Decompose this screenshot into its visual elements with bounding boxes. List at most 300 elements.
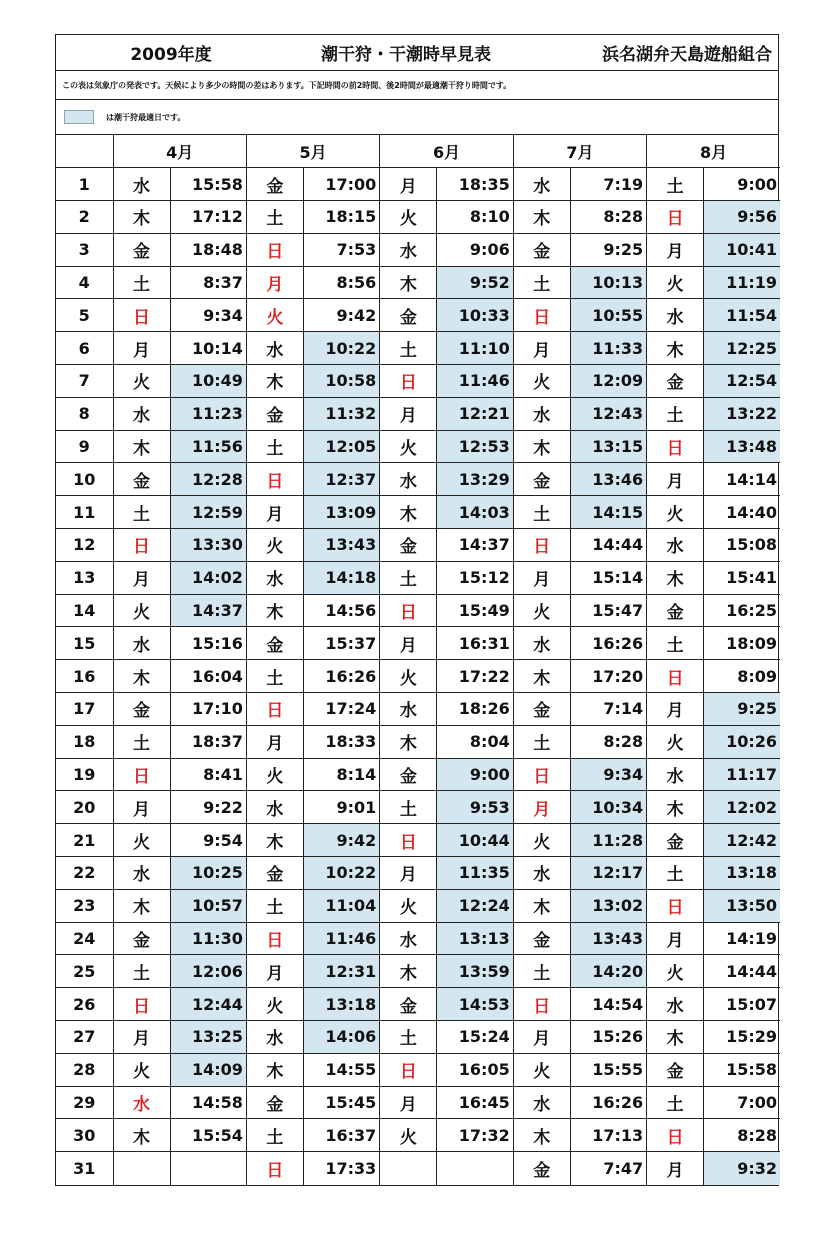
low-tide-time-optimal: 12:37 [303,463,379,496]
low-tide-time: 15:58 [704,1053,780,1086]
low-tide-time-optimal: 10:13 [570,266,646,299]
low-tide-time-optimal: 11:56 [170,430,246,463]
weekday-cell: 木 [380,725,437,758]
day-number: 25 [56,955,113,988]
weekday-cell: 金 [513,1152,570,1185]
weekday-cell: 金 [647,1053,704,1086]
weekday-cell: 木 [647,332,704,365]
weekday-cell: 金 [647,594,704,627]
low-tide-time: 8:10 [437,201,513,234]
table-row [56,660,780,693]
low-tide-time: 8:09 [704,660,780,693]
low-tide-time: 8:37 [170,266,246,299]
weekday-cell: 金 [380,299,437,332]
low-tide-time-optimal: 12:06 [170,955,246,988]
table-row [56,758,780,791]
low-tide-time [437,1152,513,1185]
low-tide-time-optimal: 10:57 [170,889,246,922]
weekday-cell: 日 [113,529,170,562]
weekday-cell: 火 [246,299,303,332]
weekday-cell: 水 [647,299,704,332]
weekday-cell [113,1152,170,1185]
month-header: 5月 [246,135,379,168]
weekday-cell: 水 [113,168,170,201]
weekday-cell: 金 [113,463,170,496]
table-row [56,627,780,660]
low-tide-time-optimal: 14:02 [170,561,246,594]
low-tide-time-optimal: 12:05 [303,430,379,463]
weekday-cell: 土 [647,168,704,201]
weekday-cell: 月 [513,332,570,365]
low-tide-time: 8:28 [570,201,646,234]
low-tide-time-optimal: 11:17 [704,758,780,791]
weekday-cell: 木 [513,889,570,922]
low-tide-time-optimal: 12:21 [437,397,513,430]
day-number: 22 [56,857,113,890]
weekday-cell: 土 [513,266,570,299]
weekday-cell: 火 [513,365,570,398]
weekday-cell: 日 [513,758,570,791]
low-tide-time: 14:58 [170,1086,246,1119]
low-tide-time-optimal: 13:02 [570,889,646,922]
low-tide-time-optimal: 11:33 [570,332,646,365]
low-tide-time: 18:48 [170,233,246,266]
weekday-cell: 月 [246,266,303,299]
low-tide-time-optimal: 14:18 [303,561,379,594]
weekday-cell: 月 [380,1086,437,1119]
weekday-cell: 金 [647,824,704,857]
weekday-cell: 水 [113,1086,170,1119]
day-number: 5 [56,299,113,332]
low-tide-time: 18:26 [437,693,513,726]
weekday-cell: 土 [113,725,170,758]
low-tide-time: 15:16 [170,627,246,660]
table-row [56,1152,780,1185]
weekday-cell: 火 [647,496,704,529]
low-tide-time-optimal: 13:43 [570,922,646,955]
weekday-cell: 水 [113,397,170,430]
weekday-cell: 金 [246,1086,303,1119]
weekday-cell: 日 [513,299,570,332]
low-tide-time: 8:14 [303,758,379,791]
weekday-cell: 月 [246,725,303,758]
weekday-cell: 日 [246,922,303,955]
weekday-cell: 日 [647,430,704,463]
weekday-cell: 金 [246,168,303,201]
low-tide-time: 14:44 [704,955,780,988]
low-tide-time: 15:12 [437,561,513,594]
weekday-cell: 土 [246,660,303,693]
low-tide-time: 15:29 [704,1021,780,1054]
table-row [56,397,780,430]
low-tide-time: 7:47 [570,1152,646,1185]
low-tide-time: 18:35 [437,168,513,201]
weekday-cell: 日 [380,365,437,398]
tide-table [56,135,780,1185]
table-row [56,1021,780,1054]
table-row [56,463,780,496]
low-tide-time-optimal: 13:13 [437,922,513,955]
low-tide-time: 17:33 [303,1152,379,1185]
low-tide-time: 17:10 [170,693,246,726]
weekday-cell: 金 [513,922,570,955]
low-tide-time: 18:37 [170,725,246,758]
weekday-cell: 木 [113,660,170,693]
weekday-cell: 金 [246,857,303,890]
table-row [56,725,780,758]
weekday-cell: 月 [513,791,570,824]
weekday-cell: 水 [246,332,303,365]
low-tide-time: 8:28 [570,725,646,758]
weekday-cell: 土 [246,1119,303,1152]
low-tide-time: 17:32 [437,1119,513,1152]
weekday-cell: 木 [246,594,303,627]
day-number: 12 [56,529,113,562]
weekday-cell: 水 [380,693,437,726]
weekday-cell: 金 [647,365,704,398]
low-tide-time: 14:56 [303,594,379,627]
low-tide-time-optimal: 13:46 [570,463,646,496]
table-row [56,168,780,201]
weekday-cell: 日 [647,201,704,234]
table-row [56,791,780,824]
low-tide-time-optimal: 12:09 [570,365,646,398]
weekday-cell: 土 [113,266,170,299]
low-tide-time-optimal: 10:25 [170,857,246,890]
low-tide-time: 17:24 [303,693,379,726]
low-tide-time-optimal: 13:25 [170,1021,246,1054]
day-number: 29 [56,1086,113,1119]
weekday-cell [380,1152,437,1185]
table-row [56,266,780,299]
weekday-cell: 木 [113,1119,170,1152]
low-tide-time: 9:54 [170,824,246,857]
low-tide-time-optimal: 13:18 [303,988,379,1021]
weekday-cell: 日 [113,988,170,1021]
note-row [56,71,778,100]
low-tide-time-optimal: 13:30 [170,529,246,562]
weekday-cell: 金 [513,233,570,266]
low-tide-time-optimal: 12:17 [570,857,646,890]
day-number: 18 [56,725,113,758]
day-number: 10 [56,463,113,496]
low-tide-time: 14:44 [570,529,646,562]
table-row [56,529,780,562]
weekday-cell: 日 [647,889,704,922]
low-tide-time: 15:58 [170,168,246,201]
weekday-cell: 水 [246,561,303,594]
weekday-cell: 水 [647,988,704,1021]
weekday-cell: 土 [380,1021,437,1054]
weekday-cell: 水 [380,463,437,496]
low-tide-time-optimal: 11:54 [704,299,780,332]
weekday-cell: 水 [113,627,170,660]
weekday-cell: 火 [246,988,303,1021]
low-tide-time: 17:20 [570,660,646,693]
low-tide-time: 17:22 [437,660,513,693]
table-row [56,594,780,627]
low-tide-time: 7:14 [570,693,646,726]
weekday-cell: 月 [513,1021,570,1054]
low-tide-time-optimal: 11:30 [170,922,246,955]
weekday-cell: 金 [380,529,437,562]
low-tide-time-optimal: 10:34 [570,791,646,824]
weekday-cell: 月 [647,1152,704,1185]
low-tide-time: 8:41 [170,758,246,791]
low-tide-time: 15:37 [303,627,379,660]
low-tide-time-optimal: 13:48 [704,430,780,463]
weekday-cell: 火 [380,1119,437,1152]
day-number: 8 [56,397,113,430]
low-tide-time-optimal: 9:53 [437,791,513,824]
weekday-cell: 日 [647,1119,704,1152]
weekday-cell: 火 [647,725,704,758]
day-number: 7 [56,365,113,398]
table-row [56,365,780,398]
low-tide-time: 16:26 [570,627,646,660]
table-row [56,988,780,1021]
day-number: 19 [56,758,113,791]
weekday-cell: 月 [647,233,704,266]
low-tide-time: 15:14 [570,561,646,594]
weekday-cell: 月 [380,857,437,890]
low-tide-time: 15:26 [570,1021,646,1054]
weekday-cell: 月 [647,922,704,955]
weekday-cell: 火 [246,529,303,562]
low-tide-time-optimal: 10:33 [437,299,513,332]
low-tide-time: 9:34 [170,299,246,332]
day-number: 15 [56,627,113,660]
weekday-cell: 木 [647,561,704,594]
day-number: 11 [56,496,113,529]
low-tide-time-optimal: 9:34 [570,758,646,791]
low-tide-time-optimal: 14:53 [437,988,513,1021]
low-tide-time: 15:08 [704,529,780,562]
weekday-cell: 土 [647,857,704,890]
table-row [56,233,780,266]
low-tide-time: 9:42 [303,299,379,332]
low-tide-time: 16:26 [570,1086,646,1119]
weekday-cell: 木 [513,430,570,463]
weekday-cell: 火 [113,1053,170,1086]
low-tide-time-optimal: 9:00 [437,758,513,791]
weekday-cell: 火 [380,430,437,463]
low-tide-time-optimal: 9:42 [303,824,379,857]
weekday-cell: 土 [246,430,303,463]
low-tide-time-optimal: 11:23 [170,397,246,430]
low-tide-time: 9:06 [437,233,513,266]
day-number: 26 [56,988,113,1021]
day-number: 16 [56,660,113,693]
weekday-cell: 土 [647,627,704,660]
weekday-cell: 木 [380,496,437,529]
table-row [56,561,780,594]
weekday-cell: 日 [246,233,303,266]
low-tide-time: 14:19 [704,922,780,955]
table-row [56,1119,780,1152]
weekday-cell: 月 [647,463,704,496]
low-tide-time: 7:53 [303,233,379,266]
legend-label: は潮干狩最適日です。 [106,112,186,122]
weekday-cell: 日 [113,758,170,791]
weekday-cell: 月 [380,168,437,201]
table-row [56,1086,780,1119]
weekday-cell: 土 [246,201,303,234]
weekday-cell: 土 [380,332,437,365]
low-tide-time-optimal: 13:18 [704,857,780,890]
low-tide-time: 16:05 [437,1053,513,1086]
low-tide-time-optimal: 11:46 [303,922,379,955]
low-tide-time: 10:14 [170,332,246,365]
weekday-cell: 日 [246,693,303,726]
table-body [56,168,780,1185]
weekday-cell: 土 [113,496,170,529]
low-tide-time: 14:54 [570,988,646,1021]
weekday-cell: 水 [380,922,437,955]
weekday-cell: 金 [113,922,170,955]
low-tide-time-optimal: 10:22 [303,332,379,365]
weekday-cell: 月 [113,332,170,365]
weekday-cell: 日 [380,1053,437,1086]
weekday-cell: 月 [380,627,437,660]
low-tide-time: 8:56 [303,266,379,299]
low-tide-time: 8:04 [437,725,513,758]
low-tide-time: 16:37 [303,1119,379,1152]
weekday-cell: 水 [380,233,437,266]
day-number: 21 [56,824,113,857]
weekday-cell: 木 [380,266,437,299]
title-row [56,35,778,71]
low-tide-time-optimal: 13:29 [437,463,513,496]
low-tide-time: 17:00 [303,168,379,201]
month-header: 4月 [113,135,246,168]
weekday-cell: 土 [647,1086,704,1119]
day-number: 6 [56,332,113,365]
weekday-cell: 火 [246,758,303,791]
low-tide-time: 15:45 [303,1086,379,1119]
low-tide-time: 18:33 [303,725,379,758]
weekday-cell: 火 [513,1053,570,1086]
weekday-cell: 月 [113,791,170,824]
weekday-cell: 木 [647,791,704,824]
tide-table-sheet [55,34,779,1186]
low-tide-time-optimal: 12:28 [170,463,246,496]
weekday-cell: 水 [246,791,303,824]
low-tide-time: 18:09 [704,627,780,660]
table-row [56,922,780,955]
weekday-cell: 木 [380,955,437,988]
low-tide-time: 8:28 [704,1119,780,1152]
low-tide-time-optimal: 13:50 [704,889,780,922]
weekday-cell: 月 [113,561,170,594]
low-tide-time: 18:15 [303,201,379,234]
weekday-cell: 日 [246,463,303,496]
day-number: 28 [56,1053,113,1086]
weekday-cell: 金 [380,988,437,1021]
low-tide-time-optimal: 9:52 [437,266,513,299]
low-tide-time: 9:22 [170,791,246,824]
month-header: 7月 [513,135,646,168]
table-row [56,824,780,857]
weekday-cell: 水 [513,857,570,890]
weekday-cell: 金 [113,693,170,726]
weekday-cell: 日 [647,660,704,693]
low-tide-time: 7:19 [570,168,646,201]
low-tide-time-optimal: 14:20 [570,955,646,988]
low-tide-time-optimal: 11:28 [570,824,646,857]
weekday-cell: 木 [647,1021,704,1054]
table-row [56,299,780,332]
weekday-cell: 水 [513,627,570,660]
low-tide-time: 15:49 [437,594,513,627]
weekday-cell: 木 [513,1119,570,1152]
weekday-cell: 水 [513,397,570,430]
low-tide-time-optimal: 12:44 [170,988,246,1021]
month-header-row [56,135,780,168]
low-tide-time-optimal: 12:42 [704,824,780,857]
low-tide-time: 7:00 [704,1086,780,1119]
low-tide-time: 17:13 [570,1119,646,1152]
weekday-cell: 月 [647,693,704,726]
low-tide-time: 14:37 [437,529,513,562]
day-number: 17 [56,693,113,726]
weekday-cell: 木 [246,1053,303,1086]
low-tide-time: 16:26 [303,660,379,693]
low-tide-time: 16:04 [170,660,246,693]
weekday-cell: 木 [113,430,170,463]
low-tide-time-optimal: 11:32 [303,397,379,430]
corner-cell [56,135,113,168]
weekday-cell: 日 [380,824,437,857]
table-row [56,496,780,529]
low-tide-time-optimal: 10:49 [170,365,246,398]
weekday-cell: 金 [113,233,170,266]
weekday-cell: 火 [513,824,570,857]
table-row [56,1053,780,1086]
low-tide-time-optimal: 10:26 [704,725,780,758]
low-tide-time: 15:54 [170,1119,246,1152]
weekday-cell: 土 [647,397,704,430]
weekday-cell: 木 [513,660,570,693]
note-text: この表は気象庁の発表です。天候により多少の時間の差はあります。下記時間の前2時間、後2時間が最適潮干狩り時間です。 [62,80,512,90]
low-tide-time-optimal: 9:56 [704,201,780,234]
weekday-cell: 火 [647,955,704,988]
low-tide-time-optimal: 11:04 [303,889,379,922]
legend-row [56,100,778,135]
low-tide-time-optimal: 13:43 [303,529,379,562]
low-tide-time: 14:14 [704,463,780,496]
day-number: 9 [56,430,113,463]
table-row [56,889,780,922]
weekday-cell: 金 [513,693,570,726]
low-tide-time-optimal: 10:58 [303,365,379,398]
low-tide-time-optimal: 11:35 [437,857,513,890]
low-tide-time-optimal: 14:03 [437,496,513,529]
weekday-cell: 木 [246,824,303,857]
weekday-cell: 火 [113,365,170,398]
weekday-cell: 日 [513,529,570,562]
low-tide-time-optimal: 10:41 [704,233,780,266]
weekday-cell: 月 [246,955,303,988]
weekday-cell: 水 [513,1086,570,1119]
low-tide-time-optimal: 14:06 [303,1021,379,1054]
table-title: 潮干狩・干潮時早見表 [321,45,491,65]
weekday-cell: 火 [113,824,170,857]
weekday-cell: 金 [513,463,570,496]
day-number: 13 [56,561,113,594]
low-tide-time: 9:25 [570,233,646,266]
weekday-cell: 土 [113,955,170,988]
